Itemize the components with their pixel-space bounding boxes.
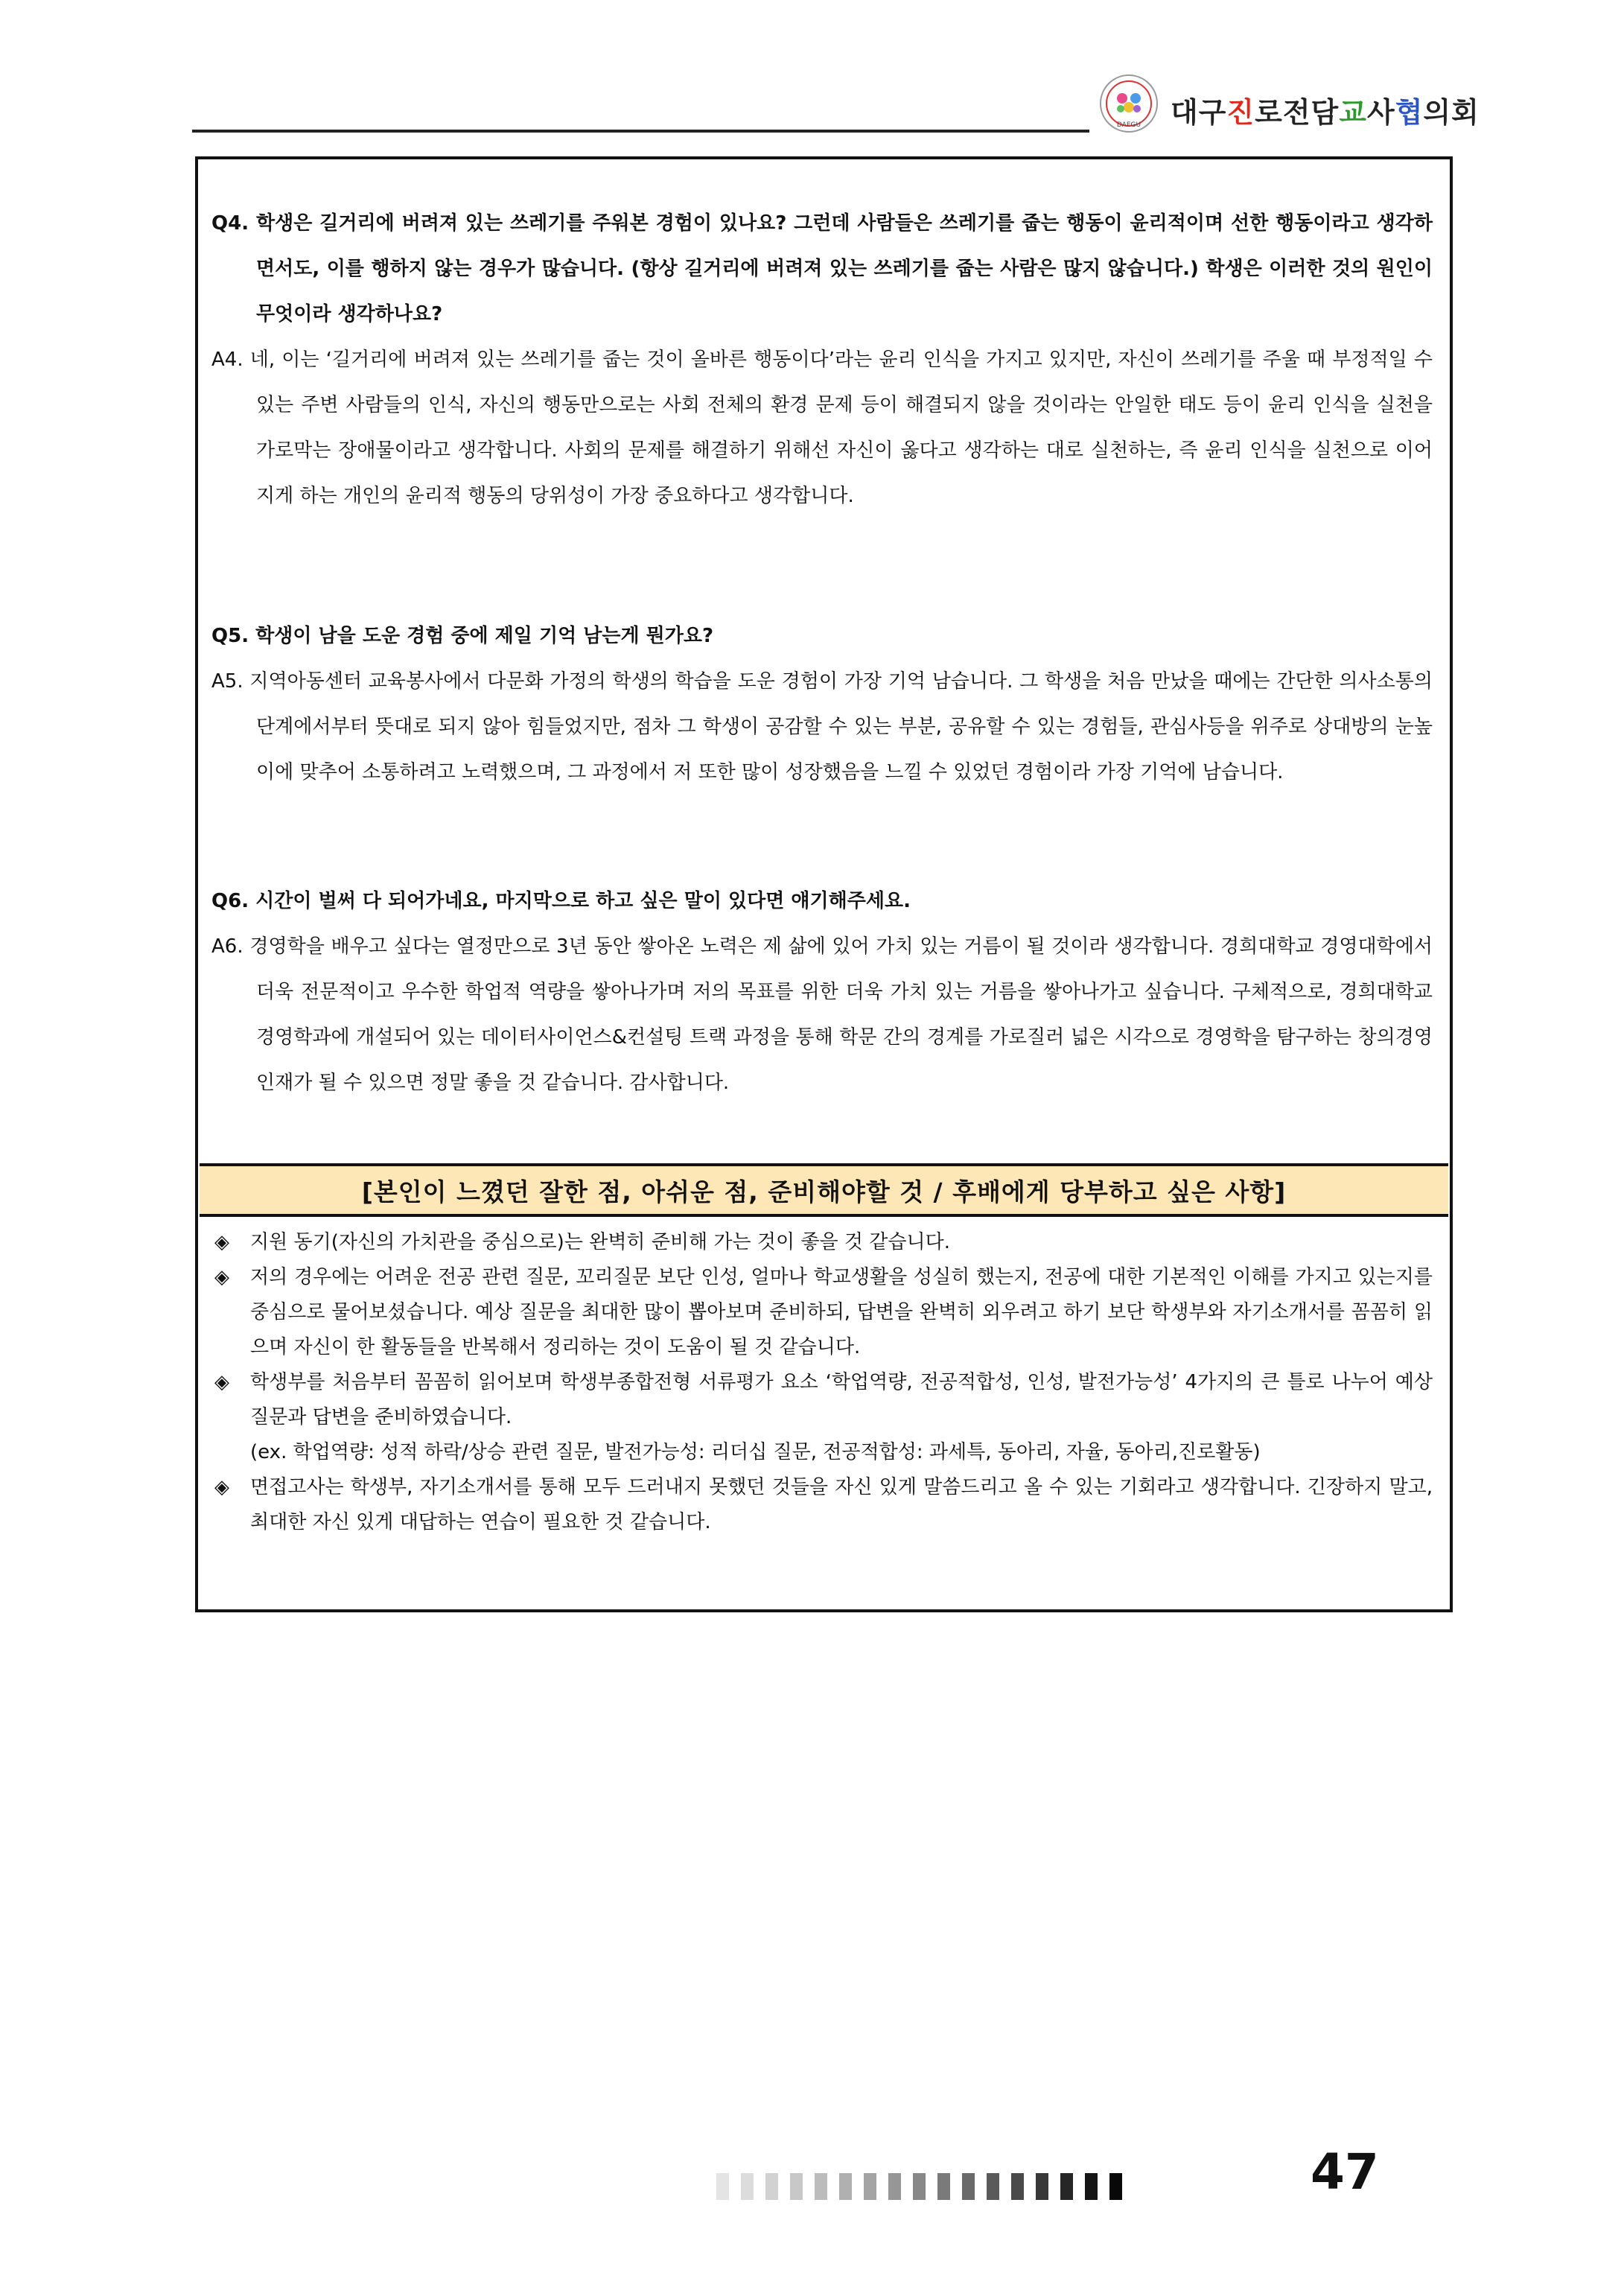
question-6 <box>211 879 1433 924</box>
answer-label: A5. <box>211 670 243 693</box>
tip-item <box>211 1365 1433 1435</box>
qa-block-4 <box>211 201 1433 519</box>
footer-bars <box>716 2167 1122 2200</box>
footer-bar <box>1109 2173 1122 2200</box>
question-label: Q4. <box>211 212 249 235</box>
question-text: 시간이 벌써 다 되어가네요, 마지막으로 하고 싶은 말이 있다면 얘기해주세요. <box>255 890 911 912</box>
footer-bar <box>716 2173 729 2200</box>
question-label: Q6. <box>211 890 249 912</box>
footer-bar <box>864 2173 876 2200</box>
footer-bar <box>839 2173 852 2200</box>
qa-block-5 <box>211 614 1433 795</box>
tips-list <box>211 1225 1433 1540</box>
diamond-bullet-icon: ◈ <box>214 1231 229 1253</box>
footer-bar <box>765 2173 778 2200</box>
org-name-part: 의회 <box>1423 96 1480 129</box>
logo-label: DAEGU <box>1116 121 1141 129</box>
tip-note: (ex. 학업역량: 성적 하락/상승 관련 질문, 발전가능성: 리더십 질문, 전공적합성: 과세특, 동아리, 자율, 동아리,진로활동) <box>250 1441 1261 1463</box>
tip-text: 면접고사는 학생부, 자기소개서를 통해 모두 드러내지 못했던 것들을 자신 있게 말씀드리고 올 수 있는 기회라고 생각합니다. 긴장하지 말고, 최대한 자신 있게 대답하는 연습이 필요한 것 같습니다. <box>250 1476 1433 1533</box>
tip-item <box>211 1470 1433 1540</box>
tip-text: 학생부를 처음부터 꼼꼼히 읽어보며 학생부종합전형 서류평가 요소 ‘학업역량, 전공적합성, 인성, 발전가능성’ 4가지의 큰 틀로 나누어 예상 질문과 답변을 준비하였습니다. <box>250 1371 1433 1428</box>
footer-bar <box>913 2173 926 2200</box>
org-logo <box>1098 73 1159 134</box>
question-label: Q5. <box>211 625 249 647</box>
diamond-bullet-icon: ◈ <box>214 1476 229 1498</box>
footer-bar <box>1011 2173 1024 2200</box>
footer-bar <box>790 2173 803 2200</box>
answer-4 <box>211 337 1433 519</box>
question-5 <box>211 614 1433 659</box>
tip-text: 저의 경우에는 어려운 전공 관련 질문, 꼬리질문 보단 인성, 얼마나 학교생활을 성실히 했는지, 전공에 대한 기본적인 이해를 가지고 있는지를 중심으로 물어보셨습니다. 예상 질문을 최대한 많이 뽑아보며 준비하되, 답변을 완벽히 외우려고 하기 보단 학생부와 자기소개서를 꼼꼼히 읽으며 자신이 한 활동들을 반복해서 정리하는 것이 도움이 될 것 같습니다. <box>250 1266 1433 1358</box>
qa-block-6 <box>211 879 1433 1106</box>
footer-bar <box>815 2173 827 2200</box>
tip-item <box>211 1225 1433 1260</box>
answer-6 <box>211 924 1433 1106</box>
org-name-part: 로전담 <box>1255 96 1340 129</box>
answer-label: A4. <box>211 349 243 371</box>
footer-bar <box>987 2173 999 2200</box>
page-number: 47 <box>1311 2143 1379 2201</box>
org-name-part: 대구 <box>1171 96 1227 129</box>
answer-label: A6. <box>211 935 243 958</box>
tip-item <box>211 1260 1433 1365</box>
diamond-bullet-icon: ◈ <box>214 1371 229 1393</box>
org-name-part: 사 <box>1366 96 1395 129</box>
question-text: 학생은 길거리에 버려져 있는 쓰레기를 주워본 경험이 있나요? 그런데 사람들은 쓰레기를 줍는 행동이 윤리적이며 선한 행동이라고 생각하면서도, 이를 행하지 않는 경우가 많습니다. (항상 길거리에 버려져 있는 쓰레기를 줍는 사람은 많지 않습니다.) 학생은 이러한 것의 원인이 무엇이라 생각하나요? <box>255 212 1433 325</box>
question-4 <box>211 201 1433 337</box>
footer-bar <box>1060 2173 1073 2200</box>
footer-bar <box>1036 2173 1048 2200</box>
footer-bar <box>888 2173 901 2200</box>
footer-bar <box>962 2173 975 2200</box>
answer-5 <box>211 659 1433 795</box>
answer-text: 경영학을 배우고 싶다는 열정만으로 3년 동안 쌓아온 노력은 제 삶에 있어 가치 있는 거름이 될 것이라 생각합니다. 경희대학교 경영대학에서 더욱 전문적이고 우수한 학업적 역량을 쌓아나가며 저의 목표를 위한 더욱 가치 있는 거름을 쌓아나가고 싶습니다. 구체적으로, 경희대학교 경영학과에 개설되어 있는 데이터사이언스&컨설팅 트랙 과정을 통해 학문 간의 경계를 가로질러 넓은 시각으로 경영학을 탐구하는 창의경영인재가 될 수 있으면 정말 좋을 것 같습니다. 감사합니다. <box>249 935 1433 1094</box>
section-heading: [본인이 느꼈던 잘한 점, 아쉬운 점, 준비해야할 것 / 후배에게 당부하고 싶은 사항] <box>200 1163 1448 1217</box>
org-name-part: 협 <box>1395 96 1424 129</box>
header-rule <box>192 130 1089 133</box>
diamond-bullet-icon: ◈ <box>214 1266 229 1288</box>
tip-text: 지원 동기(자신의 가치관을 중심으로)는 완벽히 준비해 가는 것이 좋을 것 같습니다. <box>250 1231 951 1253</box>
footer-bar <box>1085 2173 1098 2200</box>
org-name-part: 진 <box>1226 96 1255 129</box>
answer-text: 지역아동센터 교육봉사에서 다문화 가정의 학생의 학습을 도운 경험이 가장 기억 남습니다. 그 학생을 처음 만났을 때에는 간단한 의사소통의 단계에서부터 뜻대로 되지 않아 힘들었지만, 점차 그 학생이 공감할 수 있는 부분, 공유할 수 있는 경험들, 관심사등을 위주로 상대방의 눈높이에 맞추어 소통하려고 노력했으며, 그 과정에서 저 또한 많이 성장했음을 느낄 수 있었던 경험이라 가장 기억에 남습니다. <box>249 670 1433 783</box>
footer-bar <box>741 2173 754 2200</box>
org-name-part: 교 <box>1339 96 1367 129</box>
footer-bar <box>937 2173 950 2200</box>
question-text: 학생이 남을 도운 경험 중에 제일 기억 남는게 뭔가요? <box>255 625 714 647</box>
answer-text: 네, 이는 ‘길거리에 버려져 있는 쓰레기를 줍는 것이 올바른 행동이다’라는 윤리 인식을 가지고 있지만, 자신이 쓰레기를 주울 때 부정적일 수 있는 주변 사람들의 인식, 자신의 행동만으로는 사회 전체의 환경 문제 등이 해결되지 않을 것이라는 안일한 태도 등이 윤리 인식을 실천을 가로막는 장애물이라고 생각합니다. 사회의 문제를 해결하기 위해선 자신이 옳다고 생각하는 대로 실천하는, 즉 윤리 인식을 실천으로 이어지게 하는 개인의 윤리적 행동의 당위성이 가장 중요하다고 생각합니다. <box>249 349 1433 507</box>
org-name <box>1171 89 1480 134</box>
